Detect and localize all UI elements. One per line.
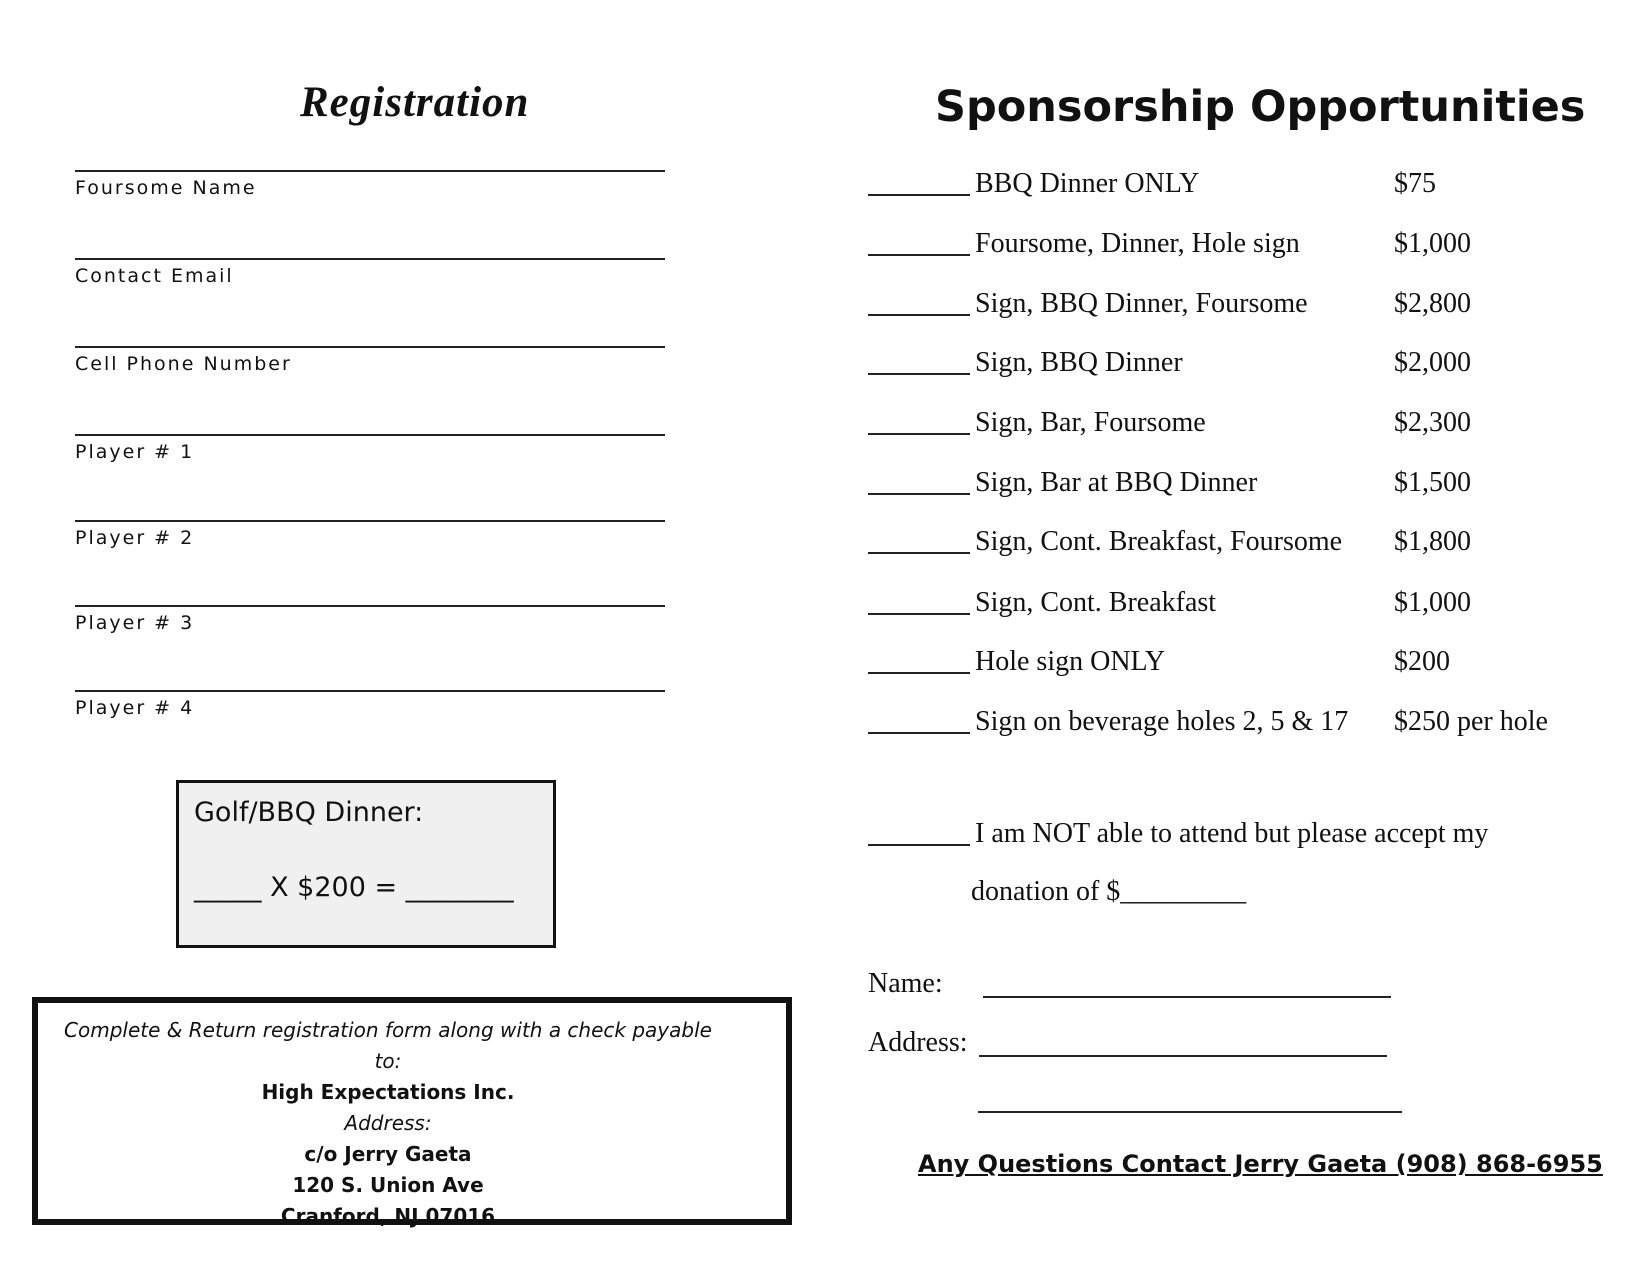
name-line[interactable] — [983, 996, 1391, 998]
option-price: $1,000 — [1394, 587, 1471, 618]
player-1-field[interactable] — [75, 434, 665, 463]
payee-name: High Expectations Inc. — [261, 1080, 515, 1104]
option-checkline[interactable] — [868, 407, 970, 435]
sponsor-option[interactable] — [868, 407, 1588, 441]
option-price: $250 per hole — [1394, 706, 1548, 737]
player-1-line[interactable] — [75, 434, 665, 436]
return-instruction: Complete & Return registration form along with a check payable to: — [64, 1018, 712, 1073]
cell-phone-label: Cell Phone Number — [75, 353, 292, 375]
option-price: $200 — [1394, 646, 1450, 677]
sponsor-option[interactable] — [868, 526, 1588, 560]
name-label: Name: — [868, 968, 943, 999]
sponsor-option[interactable] — [868, 228, 1588, 262]
option-price: $1,800 — [1394, 526, 1471, 557]
option-price: $1,000 — [1394, 228, 1471, 259]
return-instructions-box — [32, 997, 792, 1228]
option-label: Foursome, Dinner, Hole sign — [975, 228, 1300, 259]
golf-dinner-calc-box — [176, 780, 556, 948]
player-4-line[interactable] — [75, 690, 665, 692]
option-label: Sign, BBQ Dinner — [975, 347, 1183, 378]
street-line: 120 S. Union Ave — [292, 1173, 484, 1197]
option-price: $2,300 — [1394, 407, 1471, 438]
city-line: Cranford, NJ 07016 — [280, 1204, 496, 1228]
option-checkline[interactable] — [868, 168, 970, 196]
sponsor-option[interactable] — [868, 706, 1588, 740]
option-price: $75 — [1394, 168, 1436, 199]
option-price: $2,000 — [1394, 347, 1471, 378]
donation-checkline[interactable] — [868, 818, 970, 846]
care-of-line: c/o Jerry Gaeta — [304, 1142, 472, 1166]
contact-email-label: Contact Email — [75, 265, 234, 287]
player-3-field[interactable] — [75, 605, 665, 634]
sponsor-option[interactable] — [868, 347, 1588, 381]
name-field[interactable] — [868, 968, 943, 1000]
option-label: BBQ Dinner ONLY — [975, 168, 1200, 199]
registration-title: Registration — [300, 79, 530, 126]
sponsor-option[interactable] — [868, 646, 1588, 680]
sponsor-option[interactable] — [868, 168, 1588, 202]
player-2-line[interactable] — [75, 520, 665, 522]
option-checkline[interactable] — [868, 228, 970, 256]
option-checkline[interactable] — [868, 288, 970, 316]
option-label: Sign, Bar, Foursome — [975, 407, 1206, 438]
option-label: Sign on beverage holes 2, 5 & 17 — [975, 706, 1349, 737]
sponsor-option[interactable] — [868, 288, 1588, 322]
foursome-name-line[interactable] — [75, 170, 665, 172]
player-3-label: Player # 3 — [75, 612, 195, 634]
cell-phone-field[interactable] — [75, 346, 665, 375]
option-checkline[interactable] — [868, 646, 970, 674]
option-price: $1,500 — [1394, 467, 1471, 498]
player-1-label: Player # 1 — [75, 441, 195, 463]
sponsorship-title: Sponsorship Opportunities — [935, 82, 1586, 132]
option-checkline[interactable] — [868, 467, 970, 495]
donation-option[interactable] — [868, 818, 1568, 907]
player-4-field[interactable] — [75, 690, 665, 719]
calc-formula[interactable]: _____ X $200 = ________ — [194, 872, 514, 903]
option-label: Sign, Cont. Breakfast, Foursome — [975, 526, 1343, 557]
option-checkline[interactable] — [868, 526, 970, 554]
option-checkline[interactable] — [868, 347, 970, 375]
donation-text: I am NOT able to attend but please accept my — [975, 818, 1489, 849]
player-2-field[interactable] — [75, 520, 665, 549]
option-label: Sign, Bar at BBQ Dinner — [975, 467, 1258, 498]
address-line-1[interactable] — [979, 1055, 1387, 1057]
sponsor-option[interactable] — [868, 587, 1588, 621]
option-label: Sign, Cont. Breakfast — [975, 587, 1217, 618]
calc-title: Golf/BBQ Dinner: — [194, 797, 424, 828]
donation-amount[interactable]: donation of $_________ — [971, 876, 1247, 907]
player-4-label: Player # 4 — [75, 697, 195, 719]
sponsor-option[interactable] — [868, 467, 1588, 501]
contact-info: Any Questions Contact Jerry Gaeta (908) 868-6955 — [918, 1150, 1603, 1178]
option-price: $2,800 — [1394, 288, 1471, 319]
address-line-2[interactable] — [978, 1111, 1402, 1113]
option-label: Sign, BBQ Dinner, Foursome — [975, 288, 1308, 319]
option-checkline[interactable] — [868, 587, 970, 615]
player-2-label: Player # 2 — [75, 527, 195, 549]
foursome-name-field[interactable] — [75, 170, 665, 199]
player-3-line[interactable] — [75, 605, 665, 607]
option-checkline[interactable] — [868, 706, 970, 734]
address-label: Address: — [868, 1027, 968, 1058]
address-field[interactable] — [868, 1027, 968, 1059]
address-heading: Address: — [344, 1111, 432, 1135]
contact-email-field[interactable] — [75, 258, 665, 287]
option-label: Hole sign ONLY — [975, 646, 1166, 677]
foursome-name-label: Foursome Name — [75, 177, 257, 199]
contact-email-line[interactable] — [75, 258, 665, 260]
cell-phone-line[interactable] — [75, 346, 665, 348]
